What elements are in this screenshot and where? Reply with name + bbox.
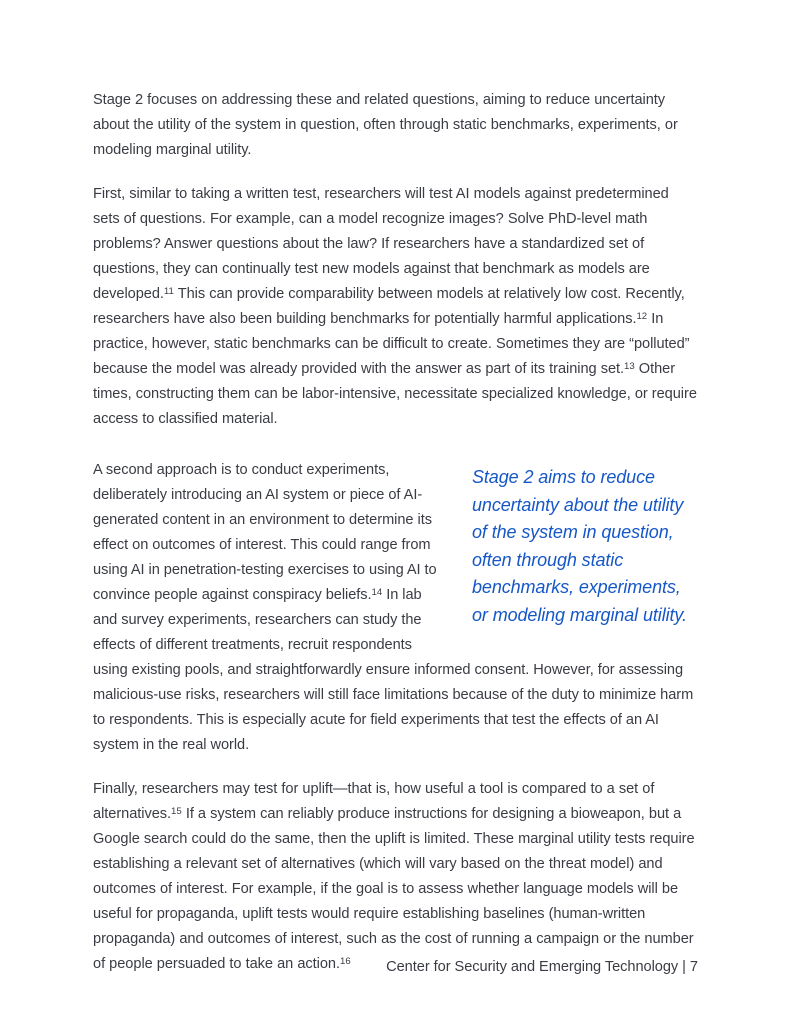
footnote-marker-13[interactable]: 13	[624, 360, 635, 372]
paragraph-text-segment: First, similar to taking a written test, researchers will test AI models against predetermined sets of questions. For example, can a model recognize images? Solve PhD-level math problems? Answer questions about the law? If researchers have a standardized set of questions, they can continually test new models against that benchmark as models are developed.	[93, 186, 669, 302]
footnote-marker-11[interactable]: 11	[163, 285, 174, 297]
paragraph-static-benchmarks	[93, 182, 698, 432]
paragraph-uplift	[93, 777, 698, 977]
paragraph-text: Stage 2 focuses on addressing these and related questions, aiming to reduce uncertainty about the utility of the system in question, often through static benchmarks, experiments, or modeling marginal utility.	[93, 92, 678, 158]
paragraph-stage-2-focus	[93, 88, 698, 163]
paragraph-text-segment: Finally, researchers may test for uplift—that is, how useful a tool is compared to a set of alternatives.	[93, 781, 655, 822]
paragraph-text-segment: If a system can reliably produce instructions for designing a bioweapon, but a Google search could do the same, then the uplift is limited. These marginal utility tests require establishing a relevant set of alternatives (which will vary based on the threat model) and outcomes of interest. For example, if the goal is to assess whether language models will be useful for propaganda, uplift tests would require establishing baselines (human-written propaganda) and outcomes of interest, such as the cost of running a campaign or the number of people persuaded to take an action.	[93, 806, 695, 972]
footnote-marker-16[interactable]: 16	[339, 955, 351, 967]
paragraph-text-segment: In practice, however, static benchmarks can be difficult to create. Sometimes they are “polluted” because the model was already provided with the answer as part of its training set.	[93, 311, 690, 377]
pull-quote	[472, 464, 698, 630]
paragraph-text-segment: Other times, constructing them can be labor-intensive, necessitate specialized knowledge, or require access to classified material.	[93, 361, 697, 427]
page-content	[93, 88, 698, 977]
footer-text: Center for Security and Emerging Technology | 7	[386, 959, 698, 975]
paragraph-text-segment: A second approach is to conduct experiments, deliberately introducing an AI system or piece of AI-generated content in an environment to determine its effect on outcomes of interest. This could range from using AI in penetration-testing exercises to using AI to convince people against conspiracy beliefs.	[93, 462, 437, 603]
page-footer	[93, 957, 698, 977]
footnote-marker-15[interactable]: 15	[171, 805, 182, 817]
pull-quote-text: Stage 2 aims to reduce uncertainty about the utility of the system in question, often through static benchmarks, experiments, or modeling marginal utility.	[472, 467, 687, 625]
pullquote-wrap-section	[93, 458, 698, 758]
footnote-marker-14[interactable]: 14	[371, 586, 383, 598]
paragraph-text-segment: In lab and survey experiments, researchers can study the effects of different treatments, recruit respondents using existing pools, and straightforwardly ensure informed consent. However, for assessing malicious-use risks, researchers will still face limitations because of the duty to minimize harm to respondents. This is especially acute for field experiments that test the effects of an AI system in the real world.	[93, 587, 694, 753]
paragraph-text-segment: This can provide comparability between models at relatively low cost. Recently, researchers have also been building benchmarks for potentially harmful applications.	[93, 286, 685, 327]
footnote-marker-12[interactable]: 12	[636, 310, 648, 322]
pull-quote-gutter	[440, 458, 472, 658]
